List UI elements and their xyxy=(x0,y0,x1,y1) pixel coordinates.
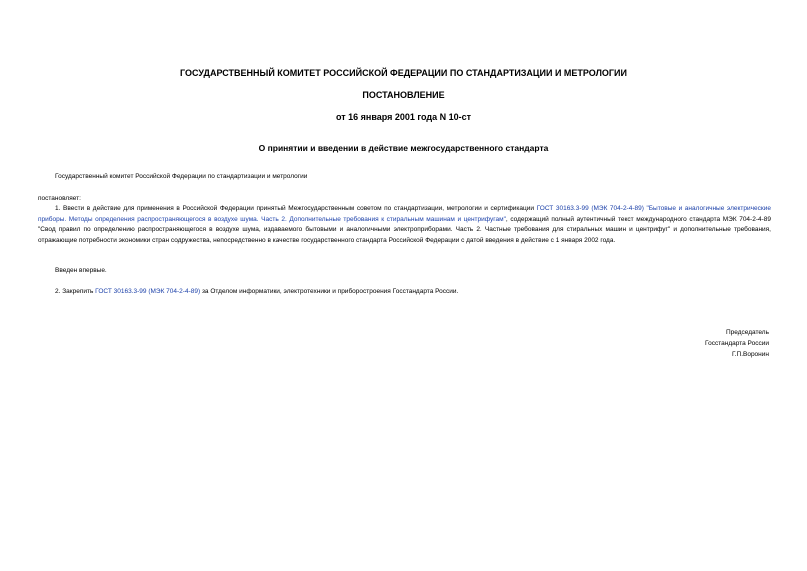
date-number-heading: от 16 января 2001 года N 10-ст xyxy=(335,112,472,122)
item-2-text-before: 2. Закрепить xyxy=(55,288,96,295)
item-1-gost-link[interactable]: ГОСТ 30163.3-99 (МЭК 704-2-4-89) "Бытовые и аналогичные электрические приборы. Методы определения распространяющегося в воздухе шума. Часть 2. Дополнительные требования к стиральным машинам и центрифугам" xyxy=(38,205,771,223)
introduced-first-line: Введен впервые. xyxy=(55,267,107,274)
item-1-text-before: 1. Ввести в действие для применения в Российской Федерации принятый Межгосударственным советом по стандартизации, метрологии и сертификации xyxy=(55,205,537,212)
item-1-text-after: , содержащий полный аутентичный текст международного стандарта МЭК 704-2-4-89 "Свод правил по определению распространяющегося в воздухе шума, издаваемого бытовыми и аналогичными электроприборами. Часть 2. Частные требования для стиральных машин и центрифуг" и дополнительные требования, отражающие потребности экономики стран содружества, непосредственно в качестве государственного стандарта Российской Федерации с датой введения в действие с 1 января 2002 года. xyxy=(38,215,772,244)
resolves-line: постановляет: xyxy=(38,195,81,202)
document-type-heading: ПОСТАНОВЛЕНИЕ xyxy=(362,90,445,100)
signature-position: Председатель xyxy=(725,329,769,336)
committee-line: Государственный комитет Российской Федерации по стандартизации и метрологии xyxy=(55,173,308,180)
item-2-text-after: за Отделом информатики, электротехники и приборостроения Госстандарта России. xyxy=(200,288,459,295)
item-2-paragraph xyxy=(55,287,458,298)
signature-organization: Госстандарта России xyxy=(705,340,769,347)
document-subject: О принятии и введении в действие межгосударственного стандарта xyxy=(258,143,549,153)
signature-name: Г.П.Воронин xyxy=(731,351,769,358)
item-1-paragraph xyxy=(38,204,771,246)
issuer-heading: ГОСУДАРСТВЕННЫЙ КОМИТЕТ РОССИЙСКОЙ ФЕДЕРАЦИИ ПО СТАНДАРТИЗАЦИИ И МЕТРОЛОГИИ xyxy=(180,68,627,78)
item-2-gost-link[interactable]: ГОСТ 30163.3-99 (МЭК 704-2-4-89) xyxy=(95,288,201,295)
